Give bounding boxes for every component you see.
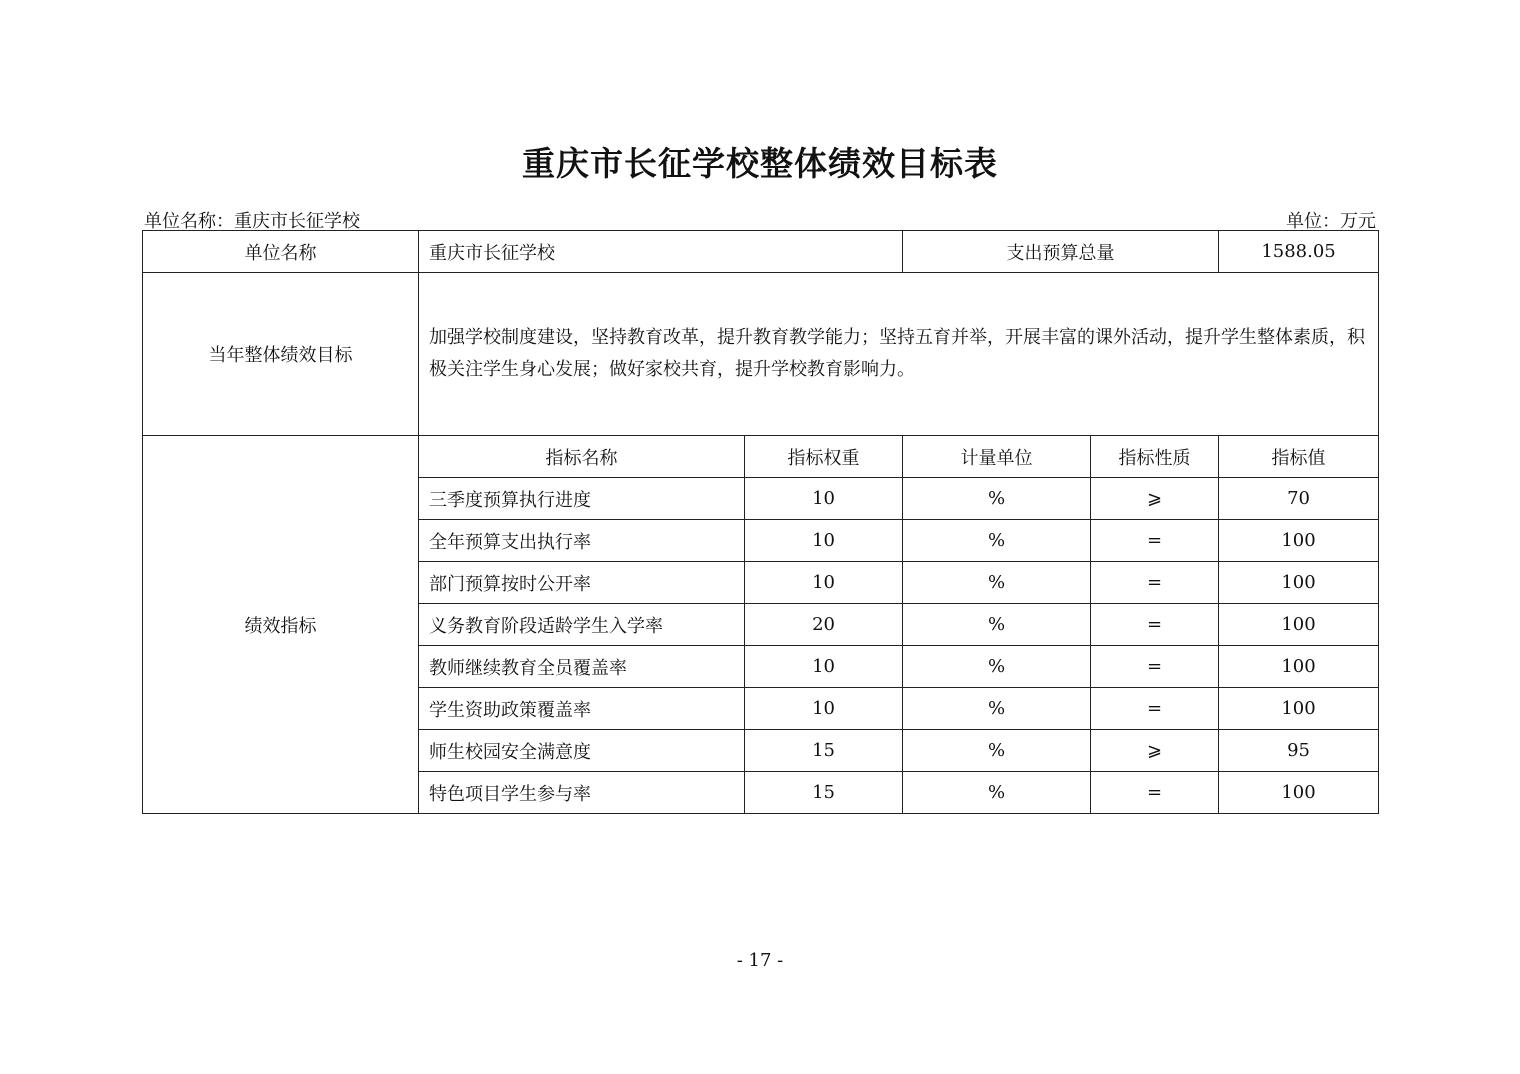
unit-name-line: 单位名称：重庆市长征学校 [144,211,360,232]
indicator-unit: % [903,520,1091,562]
indicator-value: 100 [1219,772,1379,814]
goal-row [143,273,1379,436]
summary-row [143,231,1379,273]
indicator-value: 100 [1219,520,1379,562]
indicator-nature: = [1091,520,1219,562]
indicator-name: 三季度预算执行进度 [419,478,745,520]
indicator-weight: 15 [745,772,903,814]
indicator-unit: % [903,772,1091,814]
currency-unit: 单位：万元 [1286,211,1376,232]
indicator-nature: = [1091,604,1219,646]
indicator-header-row [143,436,1379,478]
performance-target-table [142,230,1379,814]
unit-name-label: 单位名称 [143,231,419,273]
page-title: 重庆市长征学校整体绩效目标表 [522,144,998,183]
indicator-unit: % [903,562,1091,604]
page-number: - 17 - [736,950,784,971]
indicator-nature: ⩾ [1091,730,1219,772]
indicator-unit: % [903,478,1091,520]
indicator-nature: = [1091,646,1219,688]
indicator-value: 70 [1219,478,1379,520]
indicator-name: 教师继续教育全员覆盖率 [419,646,745,688]
indicator-nature: = [1091,688,1219,730]
indicator-weight: 10 [745,646,903,688]
indicator-nature: ⩾ [1091,478,1219,520]
indicator-value: 100 [1219,646,1379,688]
indicator-weight: 10 [745,562,903,604]
indicator-name: 全年预算支出执行率 [419,520,745,562]
unit-name-value: 重庆市长征学校 [419,231,903,273]
indicator-unit: % [903,646,1091,688]
indicator-weight: 20 [745,604,903,646]
indicator-name: 特色项目学生参与率 [419,772,745,814]
header-value: 指标值 [1219,436,1379,478]
indicator-value: 100 [1219,562,1379,604]
indicator-value: 100 [1219,604,1379,646]
indicator-weight: 15 [745,730,903,772]
indicator-value: 95 [1219,730,1379,772]
header-nature: 指标性质 [1091,436,1219,478]
indicator-nature: = [1091,562,1219,604]
indicator-weight: 10 [745,520,903,562]
indicator-nature: = [1091,772,1219,814]
indicator-name: 义务教育阶段适龄学生入学率 [419,604,745,646]
indicators-label: 绩效指标 [143,436,419,814]
indicator-weight: 10 [745,688,903,730]
indicator-unit: % [903,688,1091,730]
indicator-name: 部门预算按时公开率 [419,562,745,604]
header-indicator-name: 指标名称 [419,436,745,478]
budget-label: 支出预算总量 [903,231,1219,273]
indicator-value: 100 [1219,688,1379,730]
indicator-name: 师生校园安全满意度 [419,730,745,772]
indicator-unit: % [903,730,1091,772]
header-unit: 计量单位 [903,436,1091,478]
indicator-unit: % [903,604,1091,646]
indicator-name: 学生资助政策覆盖率 [419,688,745,730]
goal-text: 加强学校制度建设，坚持教育改革，提升教育教学能力；坚持五育并举，开展丰富的课外活动，提升学生整体素质，积极关注学生身心发展；做好家校共育，提升学校教育影响力。 [419,273,1379,436]
indicator-weight: 10 [745,478,903,520]
header-weight: 指标权重 [745,436,903,478]
goal-label: 当年整体绩效目标 [143,273,419,436]
budget-value: 1588.05 [1219,231,1379,273]
